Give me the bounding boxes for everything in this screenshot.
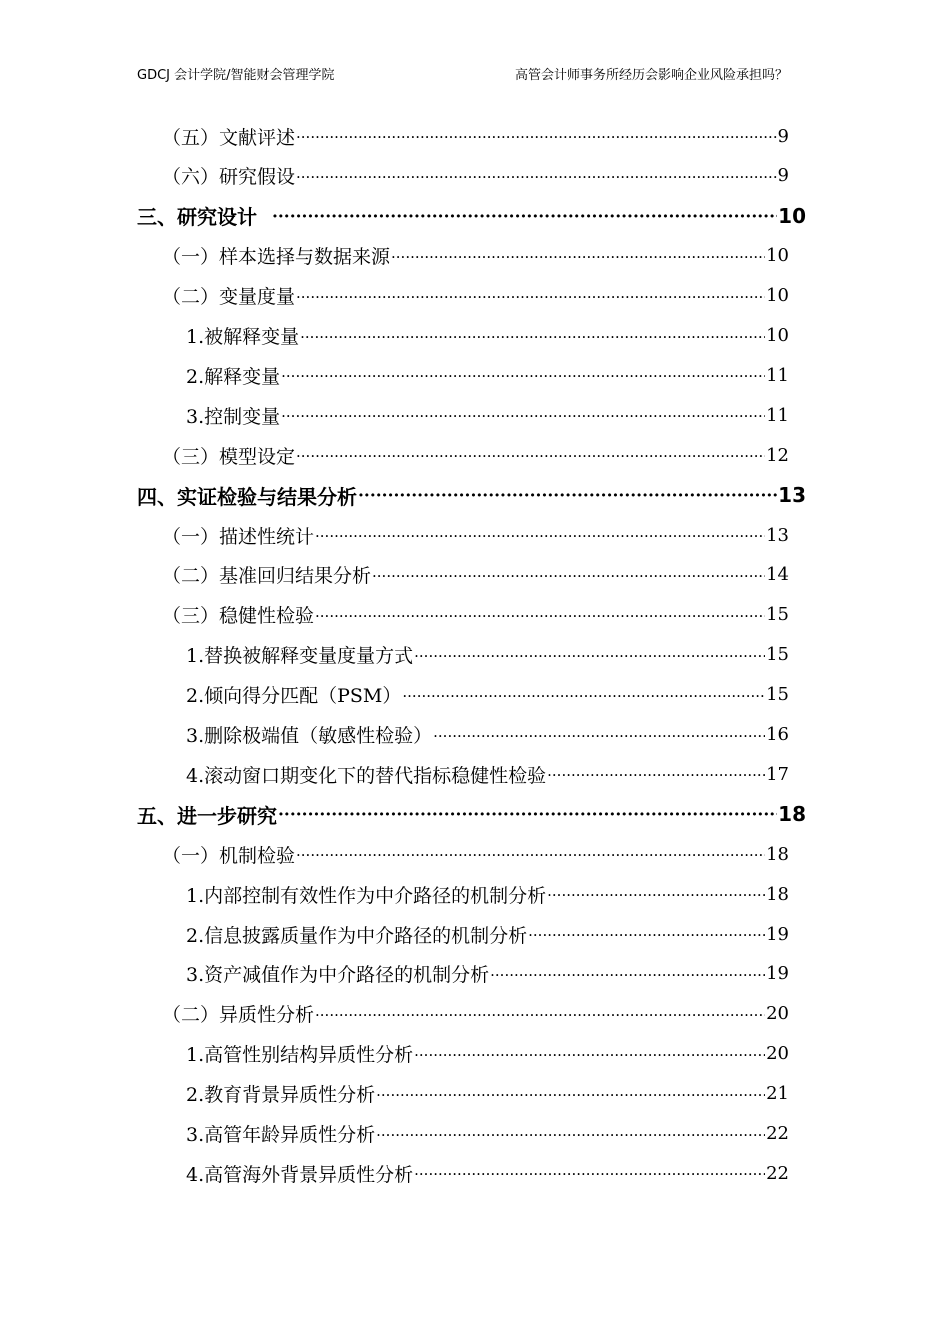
toc-entry-page-number: 19 [766,923,789,945]
toc-entry-page-number: 22 [766,1162,789,1184]
toc-entry-page-number: 15 [766,644,789,666]
running-header-left: GDCJ 会计学院/智能财会管理学院 [137,68,335,83]
toc-entry-title: 1.替换被解释变量度量方式 [186,645,414,668]
toc-dot-leader [547,766,765,784]
toc-entry[interactable] [186,754,789,794]
toc-dot-leader [528,926,765,944]
toc-entry-title: （二）基准回归结果分析 [162,565,372,588]
toc-dot-leader [315,1006,765,1024]
toc-dot-leader [414,1165,765,1183]
toc-entry-title: 4.高管海外背景异质性分析 [186,1163,414,1186]
toc-dot-leader [376,1126,765,1144]
toc-entry-page-number: 11 [766,404,789,426]
toc-entry-page-number: 18 [766,843,789,865]
toc-entry[interactable] [186,1074,789,1114]
toc-entry-title: 3.资产减值作为中介路径的机制分析 [186,964,490,987]
toc-entry[interactable] [186,316,789,356]
toc-entry-title: 3.控制变量 [186,405,281,428]
toc-dot-leader [414,647,765,665]
toc-entry[interactable] [186,715,789,755]
toc-entry-page-number: 10 [778,203,806,228]
toc-entry-title: 三、研究设计 [137,205,271,230]
toc-entry-page-number: 9 [777,125,789,147]
toc-entry-title: （二）异质性分析 [162,1004,315,1027]
toc-entry[interactable] [137,794,806,834]
toc-entry-page-number: 14 [766,564,789,586]
toc-entry[interactable] [162,515,789,555]
toc-entry[interactable] [162,994,789,1034]
toc-entry-page-number: 15 [766,684,789,706]
toc-dot-leader [547,886,765,904]
toc-entry-page-number: 10 [766,325,789,346]
toc-entry[interactable] [162,236,789,276]
toc-dot-leader [414,1046,765,1064]
toc-entry[interactable] [162,555,789,595]
toc-entry-page-number: 17 [766,763,789,785]
toc-dot-leader [296,128,777,146]
toc-entry-page-number: 12 [766,444,789,466]
toc-entry-title: 五、进一步研究 [137,803,277,828]
toc-entry[interactable] [162,595,789,635]
toc-entry[interactable] [162,116,789,156]
toc-entry[interactable] [137,475,806,515]
toc-entry-title: 3.高管年龄异质性分析 [186,1124,376,1146]
toc-entry-page-number: 15 [766,604,789,626]
toc-entry-title: （二）变量度量 [162,286,296,309]
running-header-right: 高管会计师事务所经历会影响企业风险承担吗？ [514,68,788,83]
toc-entry-title: 四、实证检验与结果分析 [137,484,357,509]
toc-entry[interactable] [186,954,789,994]
toc-entry-title: （一）机制检验 [162,844,296,867]
toc-entry-title: （六）研究假设 [162,166,296,189]
toc-entry-title: （五）文献评述 [162,126,296,149]
toc-entry[interactable] [162,834,789,874]
toc-entry-page-number: 19 [766,963,789,985]
toc-entry-title: 2.教育背景异质性分析 [186,1084,376,1107]
toc-dot-leader [296,288,765,306]
toc-entry[interactable] [137,196,806,236]
toc-entry[interactable] [186,914,789,954]
toc-entry-title: 2.解释变量 [186,365,281,388]
toc-entry-page-number: 18 [766,883,789,905]
toc-entry[interactable] [186,1114,789,1154]
toc-entry-title: 1.被解释变量 [186,326,300,348]
toc-entry-title: （三）模型设定 [162,445,296,468]
toc-dot-leader [376,1086,765,1104]
toc-entry-title: 3.删除极端值（敏感性检验） [186,725,433,747]
toc-dot-leader [358,486,777,506]
toc-dot-leader [296,846,765,864]
toc-dot-leader [281,407,765,425]
toc-entry[interactable] [162,156,789,196]
toc-dot-leader [296,447,765,465]
toc-entry-title: （三）稳健性检验 [162,605,315,628]
toc-entry[interactable] [162,276,789,316]
toc-entry[interactable] [186,635,789,675]
toc-entry-page-number: 10 [766,285,789,307]
toc-entry-title: 4.滚动窗口期变化下的替代指标稳健性检验 [186,764,547,787]
toc-dot-leader [300,328,765,346]
toc-entry-title: 1.内部控制有效性作为中介路径的机制分析 [186,884,547,907]
toc-dot-leader [315,607,765,625]
toc-entry-page-number: 20 [766,1003,789,1025]
toc-dot-leader [272,207,777,227]
toc-dot-leader [490,966,765,984]
toc-dot-leader [433,727,765,745]
toc-dot-leader [315,527,765,545]
toc-entry-page-number: 11 [766,364,789,386]
toc-entry-page-number: 22 [766,1123,789,1144]
toc-entry-title: （一）样本选择与数据来源 [162,246,391,269]
toc-entry-page-number: 21 [766,1083,789,1105]
toc-dot-leader [278,805,777,825]
toc-entry[interactable] [186,874,789,914]
toc-entry-page-number: 9 [777,165,789,187]
toc-entry-page-number: 13 [766,524,789,546]
toc-entry[interactable] [186,1034,789,1074]
toc-entry[interactable] [186,355,789,395]
toc-entry-title: 2.倾向得分匹配（PSM） [186,685,402,708]
toc-entry[interactable] [186,675,789,715]
toc-dot-leader [296,168,777,186]
toc-dot-leader [391,248,765,266]
toc-entry-page-number: 20 [766,1043,789,1065]
toc-entry-title: 2.信息披露质量作为中介路径的机制分析 [186,924,528,947]
toc-dot-leader [281,367,765,385]
toc-entry[interactable] [186,1153,789,1193]
toc-dot-leader [402,687,765,705]
toc-dot-leader [372,567,765,585]
toc-entry-page-number: 13 [778,483,806,508]
toc-entry-page-number: 18 [778,802,806,827]
toc-entry[interactable] [162,435,789,475]
toc-entry-title: 1.高管性别结构异质性分析 [186,1044,414,1067]
toc-entry-page-number: 10 [766,245,789,267]
toc-entry-title: （一）描述性统计 [162,525,315,548]
toc-entry[interactable] [186,395,789,435]
toc-entry-page-number: 16 [766,724,789,745]
